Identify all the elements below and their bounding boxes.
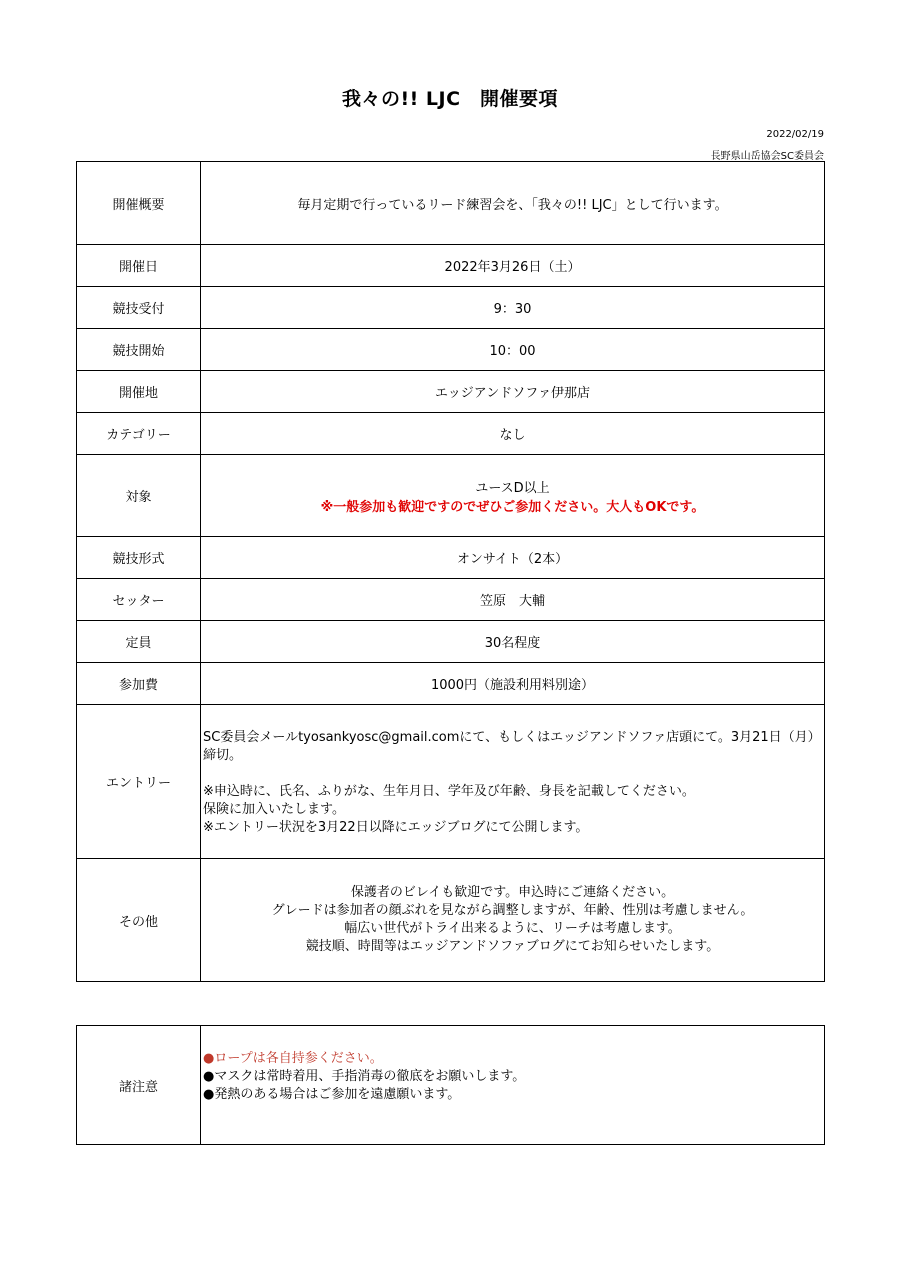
entry-note-status: ※エントリー状況を3月22日以降にエッジブログにて公開します。 — [203, 820, 589, 835]
label-start: 競技開始 — [77, 329, 201, 371]
row-capacity — [77, 621, 825, 663]
other-line-grade: グレードは参加者の顔ぶれを見ながら調整しますが、年齢、性別は考慮しません。 — [271, 903, 754, 918]
row-reception — [77, 287, 825, 329]
label-notes: 諸注意 — [77, 1026, 201, 1145]
value-entry — [201, 705, 825, 859]
entry-note-required-info: ※申込時に、氏名、ふりがな、生年月日、学年及び年齢、身長を記載してください。 — [203, 784, 695, 799]
value-category: なし — [201, 413, 825, 455]
label-venue: 開催地 — [77, 371, 201, 413]
label-target: 対象 — [77, 455, 201, 537]
document-date: 2022/02/19 — [766, 129, 824, 140]
row-venue — [77, 371, 825, 413]
label-other: その他 — [77, 859, 201, 982]
value-capacity: 30名程度 — [201, 621, 825, 663]
value-venue: エッジアンドソファ伊那店 — [201, 371, 825, 413]
label-day: 開催日 — [77, 245, 201, 287]
row-setter — [77, 579, 825, 621]
row-notes — [77, 1026, 825, 1145]
value-day: 2022年3月26日（土） — [201, 245, 825, 287]
label-setter: セッター — [77, 579, 201, 621]
row-other — [77, 859, 825, 982]
target-note: ※一般参加も歓迎ですのでぜひご参加ください。大人もOKです。 — [320, 499, 705, 515]
row-day — [77, 245, 825, 287]
notes-table — [76, 1025, 825, 1145]
value-setter: 笠原 大輔 — [201, 579, 825, 621]
other-line-order: 競技順、時間等はエッジアンドソファブログにてお知らせいたします。 — [305, 939, 720, 954]
other-line-belay: 保護者のビレイも歓迎です。申込時にご連絡ください。 — [350, 885, 675, 900]
label-format: 競技形式 — [77, 537, 201, 579]
entry-method: SC委員会メールtyosankyosc@gmail.comにて、もしくはエッジアンドソファ店頭にて。3月21日（月）締切。 — [203, 730, 821, 763]
target-line: ユースD以上 — [475, 480, 550, 496]
row-overview — [77, 162, 825, 245]
page-title: 我々の!! LJC 開催要項 — [341, 88, 559, 110]
value-other — [201, 859, 825, 982]
row-start — [77, 329, 825, 371]
note-rope: ●ロープは各自持参ください。 — [203, 1051, 383, 1066]
value-fee: 1000円（施設利用料別途） — [201, 663, 825, 705]
note-mask: ●マスクは常時着用、手指消毒の徹底をお願いします。 — [203, 1069, 526, 1084]
row-format — [77, 537, 825, 579]
value-notes — [201, 1026, 825, 1145]
value-format: オンサイト（2本） — [201, 537, 825, 579]
other-line-reach: 幅広い世代がトライ出来るように、リーチは考慮します。 — [344, 921, 681, 936]
value-target — [201, 455, 825, 537]
label-entry: エントリー — [77, 705, 201, 859]
row-entry — [77, 705, 825, 859]
note-fever: ●発熱のある場合はご参加を遠慮願います。 — [203, 1087, 461, 1102]
entry-note-insurance: 保険に加入いたします。 — [203, 802, 345, 817]
label-reception: 競技受付 — [77, 287, 201, 329]
label-category: カテゴリー — [77, 413, 201, 455]
organizer: 長野県山岳協会SC委員会 — [710, 151, 824, 162]
value-reception: 9：30 — [201, 287, 825, 329]
value-start: 10：00 — [201, 329, 825, 371]
value-overview: 毎月定期で行っているリード練習会を、「我々の!! LJC」として行います。 — [201, 162, 825, 245]
event-details-table — [76, 161, 825, 982]
label-fee: 参加費 — [77, 663, 201, 705]
label-capacity: 定員 — [77, 621, 201, 663]
row-fee — [77, 663, 825, 705]
row-category — [77, 413, 825, 455]
row-target — [77, 455, 825, 537]
label-overview: 開催概要 — [77, 162, 201, 245]
